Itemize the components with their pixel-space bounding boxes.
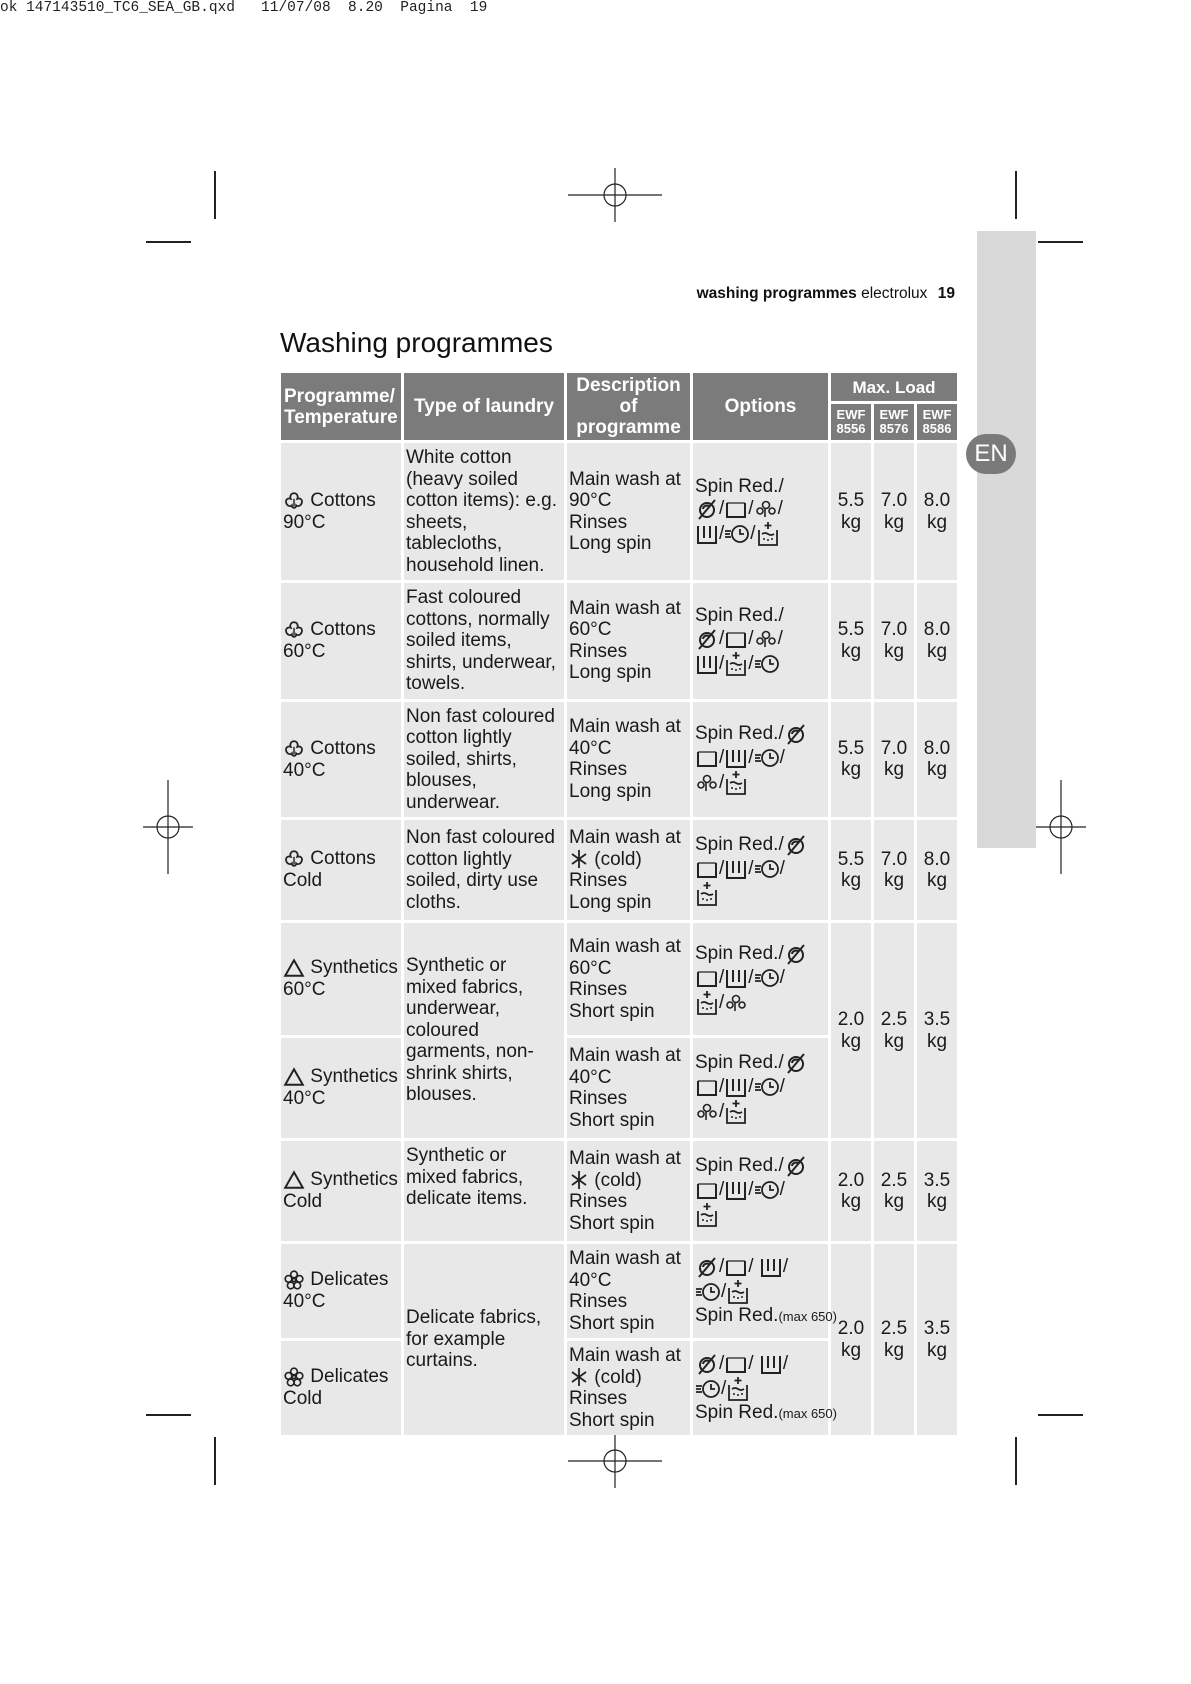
extra-rinse-icon bbox=[724, 1075, 748, 1099]
load-cell: 5.5 kg bbox=[831, 443, 871, 580]
crop-mark bbox=[214, 1437, 216, 1485]
description-cell bbox=[567, 1038, 690, 1138]
desc-line: Main wash at 60°C bbox=[569, 597, 681, 641]
options-cell: / / / / Spin Red.(max 650) bbox=[693, 1244, 828, 1338]
extra-rinse-icon bbox=[695, 522, 719, 546]
registration-mark bbox=[1036, 780, 1086, 874]
crop-mark bbox=[146, 1414, 191, 1416]
table-row bbox=[281, 923, 957, 1035]
quick-wash-icon bbox=[754, 1178, 780, 1202]
col-header-model: EWF 8586 bbox=[917, 404, 957, 440]
laundry-type-cell: Non fast coloured cotton lightly soiled, shirts, blouses, underwear. bbox=[404, 702, 564, 818]
desc-line: Long spin bbox=[569, 891, 652, 913]
programme-cell bbox=[281, 1244, 401, 1338]
desc-line: Short spin bbox=[569, 1312, 655, 1334]
extra-rinse-icon bbox=[724, 966, 748, 990]
options-note: (max 650) bbox=[778, 1405, 837, 1421]
load-cell: 5.5 kg bbox=[831, 702, 871, 818]
programme-name: Cottons bbox=[310, 489, 376, 511]
prewash-icon bbox=[724, 1099, 748, 1125]
options-label: Spin Red./ bbox=[695, 605, 784, 626]
col-header-description: Description of programme bbox=[567, 373, 690, 440]
cotton-icon bbox=[283, 848, 305, 870]
programme-cell bbox=[281, 1038, 401, 1138]
description-cell bbox=[567, 443, 690, 580]
laundry-type-cell: Delicate fabrics, for example curtains. bbox=[404, 1244, 564, 1435]
desc-line: Rinses bbox=[569, 511, 628, 533]
options-label: Spin Red. bbox=[695, 1304, 779, 1326]
crop-mark bbox=[214, 171, 216, 219]
desc-line: Main wash at bbox=[569, 1345, 681, 1366]
programme-name: Synthetics bbox=[310, 1169, 398, 1191]
quick-wash-icon bbox=[754, 857, 780, 881]
no-spin-icon bbox=[784, 1051, 808, 1075]
load-cell: 8.0 kg bbox=[917, 443, 957, 580]
description-cell bbox=[567, 923, 690, 1035]
prewash-icon bbox=[726, 1376, 750, 1402]
load-cell: 7.0 kg bbox=[874, 820, 914, 920]
cotton-icon bbox=[283, 490, 305, 512]
col-header-model: EWF 8576 bbox=[874, 404, 914, 440]
programme-temp: 60°C bbox=[283, 979, 326, 1001]
load-cell: 7.0 kg bbox=[874, 702, 914, 818]
laundry-type-cell: Synthetic or mixed fabrics, underwear, coloured garments, non-shrink shirts, blouses. bbox=[404, 923, 564, 1138]
description-cell bbox=[567, 820, 690, 920]
washing-programmes-table bbox=[278, 370, 960, 1438]
laundry-type-cell: Fast coloured cottons, normally soiled items, shirts, underwear, towels. bbox=[404, 583, 564, 699]
registration-mark bbox=[568, 168, 662, 222]
desc-line: Rinses bbox=[569, 870, 628, 891]
stain-icon bbox=[695, 771, 719, 795]
load-cell: 3.5 kg bbox=[917, 1141, 957, 1241]
programme-cell bbox=[281, 1341, 401, 1435]
quick-wash-icon bbox=[754, 1075, 780, 1099]
cold-icon bbox=[569, 1170, 589, 1190]
desc-line: Long spin bbox=[569, 662, 652, 684]
load-cell: 2.0 kg bbox=[831, 923, 871, 1138]
description-cell bbox=[567, 702, 690, 818]
prewash-icon bbox=[695, 881, 719, 907]
desc-line: (cold) bbox=[594, 1366, 642, 1388]
load-cell: 3.5 kg bbox=[917, 923, 957, 1138]
table-row bbox=[281, 820, 957, 920]
language-tab-en[interactable]: EN bbox=[966, 434, 1016, 474]
desc-line: Main wash at 90°C bbox=[569, 468, 681, 511]
rinse-hold-icon bbox=[695, 746, 719, 770]
rinse-hold-icon bbox=[695, 1178, 719, 1202]
extra-rinse-icon bbox=[759, 1352, 783, 1376]
desc-line: Rinses bbox=[569, 1291, 628, 1312]
load-cell: 5.5 kg bbox=[831, 583, 871, 699]
rinse-hold-icon bbox=[724, 497, 748, 521]
no-spin-icon bbox=[695, 1352, 719, 1376]
options-cell: Spin Red./ / / / / / bbox=[693, 583, 828, 699]
prewash-icon bbox=[695, 990, 719, 1016]
no-spin-icon bbox=[784, 942, 808, 966]
desc-line: Rinses bbox=[569, 979, 628, 1000]
quick-wash-icon bbox=[754, 746, 780, 770]
load-cell: 3.5 kg bbox=[917, 1244, 957, 1435]
prewash-icon bbox=[726, 1279, 750, 1305]
desc-line: Main wash at 40°C bbox=[569, 1248, 681, 1291]
desc-line: Short spin bbox=[569, 1212, 655, 1234]
load-cell: 2.0 kg bbox=[831, 1244, 871, 1435]
extra-rinse-icon bbox=[724, 857, 748, 881]
options-cell: / / / / Spin Red.(max 650) bbox=[693, 1341, 828, 1435]
prewash-icon bbox=[695, 1202, 719, 1228]
rinse-hold-icon bbox=[695, 966, 719, 990]
options-label: Spin Red./ bbox=[695, 1155, 784, 1177]
programme-temp: 60°C bbox=[283, 641, 326, 662]
extra-rinse-icon bbox=[724, 746, 748, 770]
rinse-hold-icon bbox=[695, 1075, 719, 1099]
programme-temp: Cold bbox=[283, 1388, 323, 1410]
programme-temp: Cold bbox=[283, 1191, 323, 1213]
load-cell: 5.5 kg bbox=[831, 820, 871, 920]
options-label: Spin Red./ bbox=[695, 943, 784, 965]
print-info-line: ok 147143510_TC6_SEA_GB.qxd 11/07/08 8.20 Pagina 19 bbox=[0, 0, 488, 16]
cold-icon bbox=[569, 849, 589, 869]
load-cell: 8.0 kg bbox=[917, 702, 957, 818]
rinse-hold-icon bbox=[724, 1352, 748, 1376]
programme-cell bbox=[281, 1141, 401, 1241]
quick-wash-icon bbox=[695, 1280, 721, 1304]
programme-name: Delicates bbox=[310, 1366, 389, 1388]
laundry-type-cell: Synthetic or mixed fabrics, delicate items. bbox=[404, 1141, 564, 1241]
extra-rinse-icon bbox=[724, 1178, 748, 1202]
stain-icon bbox=[695, 1100, 719, 1124]
table-row bbox=[281, 1244, 957, 1338]
desc-line: Rinses bbox=[569, 640, 628, 662]
programme-cell bbox=[281, 820, 401, 920]
quick-wash-icon bbox=[724, 522, 750, 546]
options-label: Spin Red./ bbox=[695, 1052, 784, 1074]
programme-temp: 40°C bbox=[283, 759, 326, 781]
desc-line: Main wash at bbox=[569, 827, 681, 848]
options-cell: Spin Red./ / / / bbox=[693, 820, 828, 920]
load-cell: 2.0 kg bbox=[831, 1141, 871, 1241]
programme-temp: 40°C bbox=[283, 1291, 326, 1313]
col-header-programme: Programme/ Temperature bbox=[281, 373, 401, 440]
options-cell: Spin Red./ / / / bbox=[693, 1141, 828, 1241]
desc-line: Short spin bbox=[569, 1000, 655, 1022]
desc-line: (cold) bbox=[594, 848, 642, 870]
options-label: Spin Red./ bbox=[695, 475, 784, 497]
desc-line: Rinses bbox=[569, 1191, 628, 1212]
options-cell: Spin Red./ / / / / / bbox=[693, 443, 828, 580]
prewash-icon bbox=[756, 521, 780, 547]
synthetics-icon bbox=[283, 1169, 305, 1191]
description-cell bbox=[567, 583, 690, 699]
programme-cell bbox=[281, 443, 401, 580]
description-cell bbox=[567, 1341, 690, 1435]
delicates-icon bbox=[283, 1269, 305, 1291]
header-section: washing programmes bbox=[696, 285, 857, 302]
extra-rinse-icon bbox=[759, 1255, 783, 1279]
extra-rinse-icon bbox=[695, 652, 719, 676]
registration-mark bbox=[568, 1434, 662, 1488]
no-spin-icon bbox=[784, 833, 808, 857]
table-row bbox=[281, 702, 957, 818]
crop-mark bbox=[1038, 241, 1083, 243]
desc-line: Main wash at 40°C bbox=[569, 716, 681, 759]
desc-line: Main wash at bbox=[569, 1148, 681, 1169]
desc-line: Main wash at 60°C bbox=[569, 936, 681, 979]
running-header bbox=[697, 285, 955, 303]
quick-wash-icon bbox=[754, 966, 780, 990]
programme-temp: 40°C bbox=[283, 1088, 326, 1110]
load-cell: 2.5 kg bbox=[874, 923, 914, 1138]
page-title: Washing programmes bbox=[280, 327, 553, 358]
desc-line: Long spin bbox=[569, 780, 652, 802]
header-brand: electrolux bbox=[861, 285, 928, 302]
crop-mark bbox=[146, 241, 191, 243]
col-header-model: EWF 8556 bbox=[831, 404, 871, 440]
laundry-type-cell: Non fast coloured cotton lightly soiled, dirty use cloths. bbox=[404, 820, 564, 920]
desc-line: Main wash at 40°C bbox=[569, 1045, 681, 1088]
laundry-type-cell: White cotton (heavy soiled cotton items): e.g. sheets, tablecloths, household linen. bbox=[404, 443, 564, 580]
programme-name: Cottons bbox=[310, 619, 376, 641]
load-cell: 7.0 kg bbox=[874, 583, 914, 699]
description-cell bbox=[567, 1244, 690, 1338]
load-cell: 8.0 kg bbox=[917, 820, 957, 920]
programme-cell bbox=[281, 923, 401, 1035]
quick-wash-icon bbox=[695, 1377, 721, 1401]
crop-mark bbox=[1015, 171, 1017, 219]
stain-icon bbox=[724, 991, 748, 1015]
desc-line: Long spin bbox=[569, 533, 652, 554]
programme-name: Synthetics bbox=[310, 957, 398, 979]
stain-icon bbox=[754, 497, 778, 521]
programme-temp: Cold bbox=[283, 870, 323, 892]
desc-line: Short spin bbox=[569, 1409, 655, 1431]
no-spin-icon bbox=[784, 722, 808, 746]
no-spin-icon bbox=[695, 497, 719, 521]
cold-icon bbox=[569, 1367, 589, 1387]
load-cell: 8.0 kg bbox=[917, 583, 957, 699]
no-spin-icon bbox=[695, 627, 719, 651]
synthetics-icon bbox=[283, 957, 305, 979]
desc-line: Rinses bbox=[569, 1388, 628, 1409]
programme-name: Cottons bbox=[310, 737, 376, 759]
rinse-hold-icon bbox=[724, 1255, 748, 1279]
rinse-hold-icon bbox=[724, 627, 748, 651]
quick-wash-icon bbox=[754, 652, 780, 676]
options-cell: Spin Red./ / / / / bbox=[693, 702, 828, 818]
prewash-icon bbox=[724, 770, 748, 796]
options-label: Spin Red./ bbox=[695, 834, 784, 856]
no-spin-icon bbox=[695, 1255, 719, 1279]
crop-mark bbox=[1015, 1437, 1017, 1485]
programme-name: Delicates bbox=[310, 1269, 389, 1291]
header-page-number: 19 bbox=[937, 285, 955, 302]
programme-temp: 90°C bbox=[283, 511, 326, 533]
stain-icon bbox=[754, 627, 778, 651]
options-cell: Spin Red./ / / / / bbox=[693, 1038, 828, 1138]
col-header-maxload: Max. Load bbox=[831, 373, 957, 401]
programme-cell bbox=[281, 583, 401, 699]
desc-line: Rinses bbox=[569, 759, 628, 781]
table-row bbox=[281, 1141, 957, 1241]
options-note: (max 650) bbox=[778, 1308, 837, 1324]
options-cell: Spin Red./ / / / / bbox=[693, 923, 828, 1035]
programme-name: Synthetics bbox=[310, 1066, 398, 1088]
registration-mark bbox=[143, 780, 193, 874]
delicates-icon bbox=[283, 1366, 305, 1388]
options-label: Spin Red. bbox=[695, 1401, 779, 1423]
cotton-icon bbox=[283, 619, 305, 641]
options-label: Spin Red./ bbox=[695, 723, 784, 745]
description-cell bbox=[567, 1141, 690, 1241]
col-header-type: Type of laundry bbox=[404, 373, 564, 440]
load-cell: 7.0 kg bbox=[874, 443, 914, 580]
load-cell: 2.5 kg bbox=[874, 1141, 914, 1241]
prewash-icon bbox=[724, 651, 748, 677]
crop-mark bbox=[1038, 1414, 1083, 1416]
desc-line: Rinses bbox=[569, 1088, 628, 1109]
programme-cell bbox=[281, 702, 401, 818]
rinse-hold-icon bbox=[695, 857, 719, 881]
programme-name: Cottons bbox=[310, 848, 376, 870]
table-row bbox=[281, 443, 957, 580]
synthetics-icon bbox=[283, 1066, 305, 1088]
table-row bbox=[281, 583, 957, 699]
desc-line: (cold) bbox=[594, 1169, 642, 1191]
col-header-options: Options bbox=[693, 373, 828, 440]
cotton-icon bbox=[283, 738, 305, 760]
side-tab bbox=[977, 231, 1036, 848]
load-cell: 2.5 kg bbox=[874, 1244, 914, 1435]
desc-line: Short spin bbox=[569, 1109, 655, 1131]
no-spin-icon bbox=[784, 1154, 808, 1178]
